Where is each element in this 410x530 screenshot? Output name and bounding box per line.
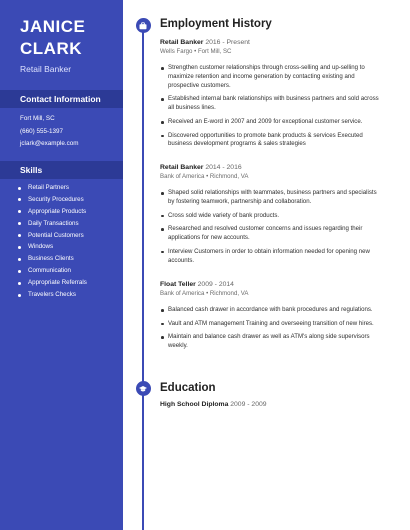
list-item: Interview Customers in order to obtain information needed for opening new accounts. bbox=[160, 248, 380, 266]
job-dates: 2016 - Present bbox=[205, 39, 250, 46]
bullet-icon bbox=[161, 215, 164, 218]
job-bullets bbox=[160, 306, 380, 351]
job-title-line bbox=[160, 38, 380, 47]
job-meta: Bank of America • Richmond, VA bbox=[160, 290, 249, 297]
skill-item: Business Clients bbox=[16, 254, 87, 266]
bullet-icon bbox=[161, 121, 164, 124]
contact-location: Fort Mill, SC bbox=[20, 115, 55, 122]
graduation-cap-icon bbox=[136, 381, 151, 396]
list-item: Researched and resolved customer concerns and issues regarding their applications for new accounts. bbox=[160, 225, 380, 243]
candidate-name bbox=[20, 16, 85, 60]
briefcase-icon bbox=[136, 18, 151, 33]
skill-item: Potential Customers bbox=[16, 231, 87, 243]
skill-item: Travelers Checks bbox=[16, 290, 87, 302]
skill-item: Windows bbox=[16, 242, 87, 254]
bullet-icon bbox=[18, 198, 21, 201]
job-location: Richmond, VA bbox=[209, 173, 249, 180]
job-location: Fort Mill, SC bbox=[197, 48, 232, 55]
education-heading: Education bbox=[160, 382, 216, 394]
job-meta: Bank of America • Richmond, VA bbox=[160, 173, 249, 180]
skill-item: Appropriate Referrals bbox=[16, 278, 87, 290]
list-item: Balanced cash drawer in accordance with bank procedures and regulations. bbox=[160, 306, 380, 315]
bullet-icon bbox=[18, 282, 21, 285]
job-meta: Wells Fargo • Fort Mill, SC bbox=[160, 48, 232, 55]
last-name: CLARK bbox=[20, 39, 82, 58]
job-entry bbox=[160, 163, 380, 270]
degree: High School Diploma bbox=[160, 401, 229, 408]
bullet-icon bbox=[18, 246, 21, 249]
skill-item: Daily Transactions bbox=[16, 219, 87, 231]
employment-heading: Employment History bbox=[160, 18, 272, 30]
sidebar bbox=[0, 0, 123, 530]
bullet-icon bbox=[161, 98, 164, 101]
contact-email[interactable]: jclark@example.com bbox=[20, 140, 79, 147]
job-employer: Bank of America bbox=[160, 290, 205, 297]
job-employer: Bank of America bbox=[160, 173, 205, 180]
contact-phone: (660) 555-1397 bbox=[20, 127, 64, 135]
contact-info bbox=[20, 113, 79, 151]
list-item: Vault and ATM management Training and overseeing transition of new hires. bbox=[160, 320, 380, 329]
job-bullets bbox=[160, 64, 380, 149]
bullet-icon bbox=[161, 192, 164, 195]
bullet-icon bbox=[18, 210, 21, 213]
bullet-icon bbox=[161, 228, 164, 231]
job-title-line bbox=[160, 280, 380, 289]
list-item: Received an E-word in 2007 and 2009 for exceptional customer service. bbox=[160, 118, 380, 127]
list-item: Strengthen customer relationships through cross-selling and up-selling to maximize retention and income generation by contacting existing and prospective customers. bbox=[160, 64, 380, 91]
skills-list bbox=[16, 183, 87, 302]
list-item: Established internal bank relationships with business partners and sold across all business lines. bbox=[160, 95, 380, 113]
job-location: Richmond, VA bbox=[209, 290, 249, 297]
job-title-line bbox=[160, 163, 380, 172]
job-title: Float Teller bbox=[160, 281, 196, 288]
bullet-icon bbox=[161, 336, 164, 339]
bullet-icon bbox=[18, 222, 21, 225]
skills-heading-band bbox=[0, 161, 123, 179]
job-title: Retail Banker bbox=[160, 39, 204, 46]
bullet-icon bbox=[161, 67, 164, 70]
bullet-icon bbox=[161, 309, 164, 312]
job-bullets bbox=[160, 189, 380, 265]
education-dates: 2009 - 2009 bbox=[230, 401, 267, 408]
contact-heading: Contact Information bbox=[20, 94, 101, 104]
job-role: Retail Banker bbox=[20, 64, 72, 74]
bullet-icon bbox=[161, 135, 164, 138]
skill-item: Retail Partners bbox=[16, 183, 87, 195]
list-item: Cross sold wide variety of bank products. bbox=[160, 212, 380, 221]
contact-heading-band bbox=[0, 90, 123, 108]
bullet-icon bbox=[18, 234, 21, 237]
bullet-icon bbox=[161, 323, 164, 326]
job-entry bbox=[160, 280, 380, 356]
job-entry bbox=[160, 38, 380, 154]
timeline-line bbox=[142, 24, 144, 530]
bullet-icon bbox=[18, 258, 21, 261]
bullet-icon bbox=[18, 187, 21, 190]
skill-item: Communication bbox=[16, 266, 87, 278]
bullet-icon bbox=[18, 270, 21, 273]
job-title: Retail Banker bbox=[160, 164, 204, 171]
bullet-icon bbox=[161, 251, 164, 254]
list-item: Maintain and balance cash drawer as well as ATM's along side supervisors weekly. bbox=[160, 333, 380, 351]
skill-item: Appropriate Products bbox=[16, 207, 87, 219]
education-entry bbox=[160, 401, 267, 408]
job-dates: 2009 - 2014 bbox=[197, 281, 234, 288]
list-item: Discovered opportunities to promote bank products & services Executed business development programs & sales strategies bbox=[160, 132, 380, 150]
skills-heading: Skills bbox=[20, 165, 43, 175]
first-name: JANICE bbox=[20, 17, 86, 36]
list-item: Shaped solid relationships with teammates, business partners and specialists by fostering teamwork, partnership and collaboration. bbox=[160, 189, 380, 207]
job-dates: 2014 - 2016 bbox=[205, 164, 242, 171]
bullet-icon bbox=[18, 294, 21, 297]
skill-item: Security Procedures bbox=[16, 195, 87, 207]
job-employer: Wells Fargo bbox=[160, 48, 193, 55]
